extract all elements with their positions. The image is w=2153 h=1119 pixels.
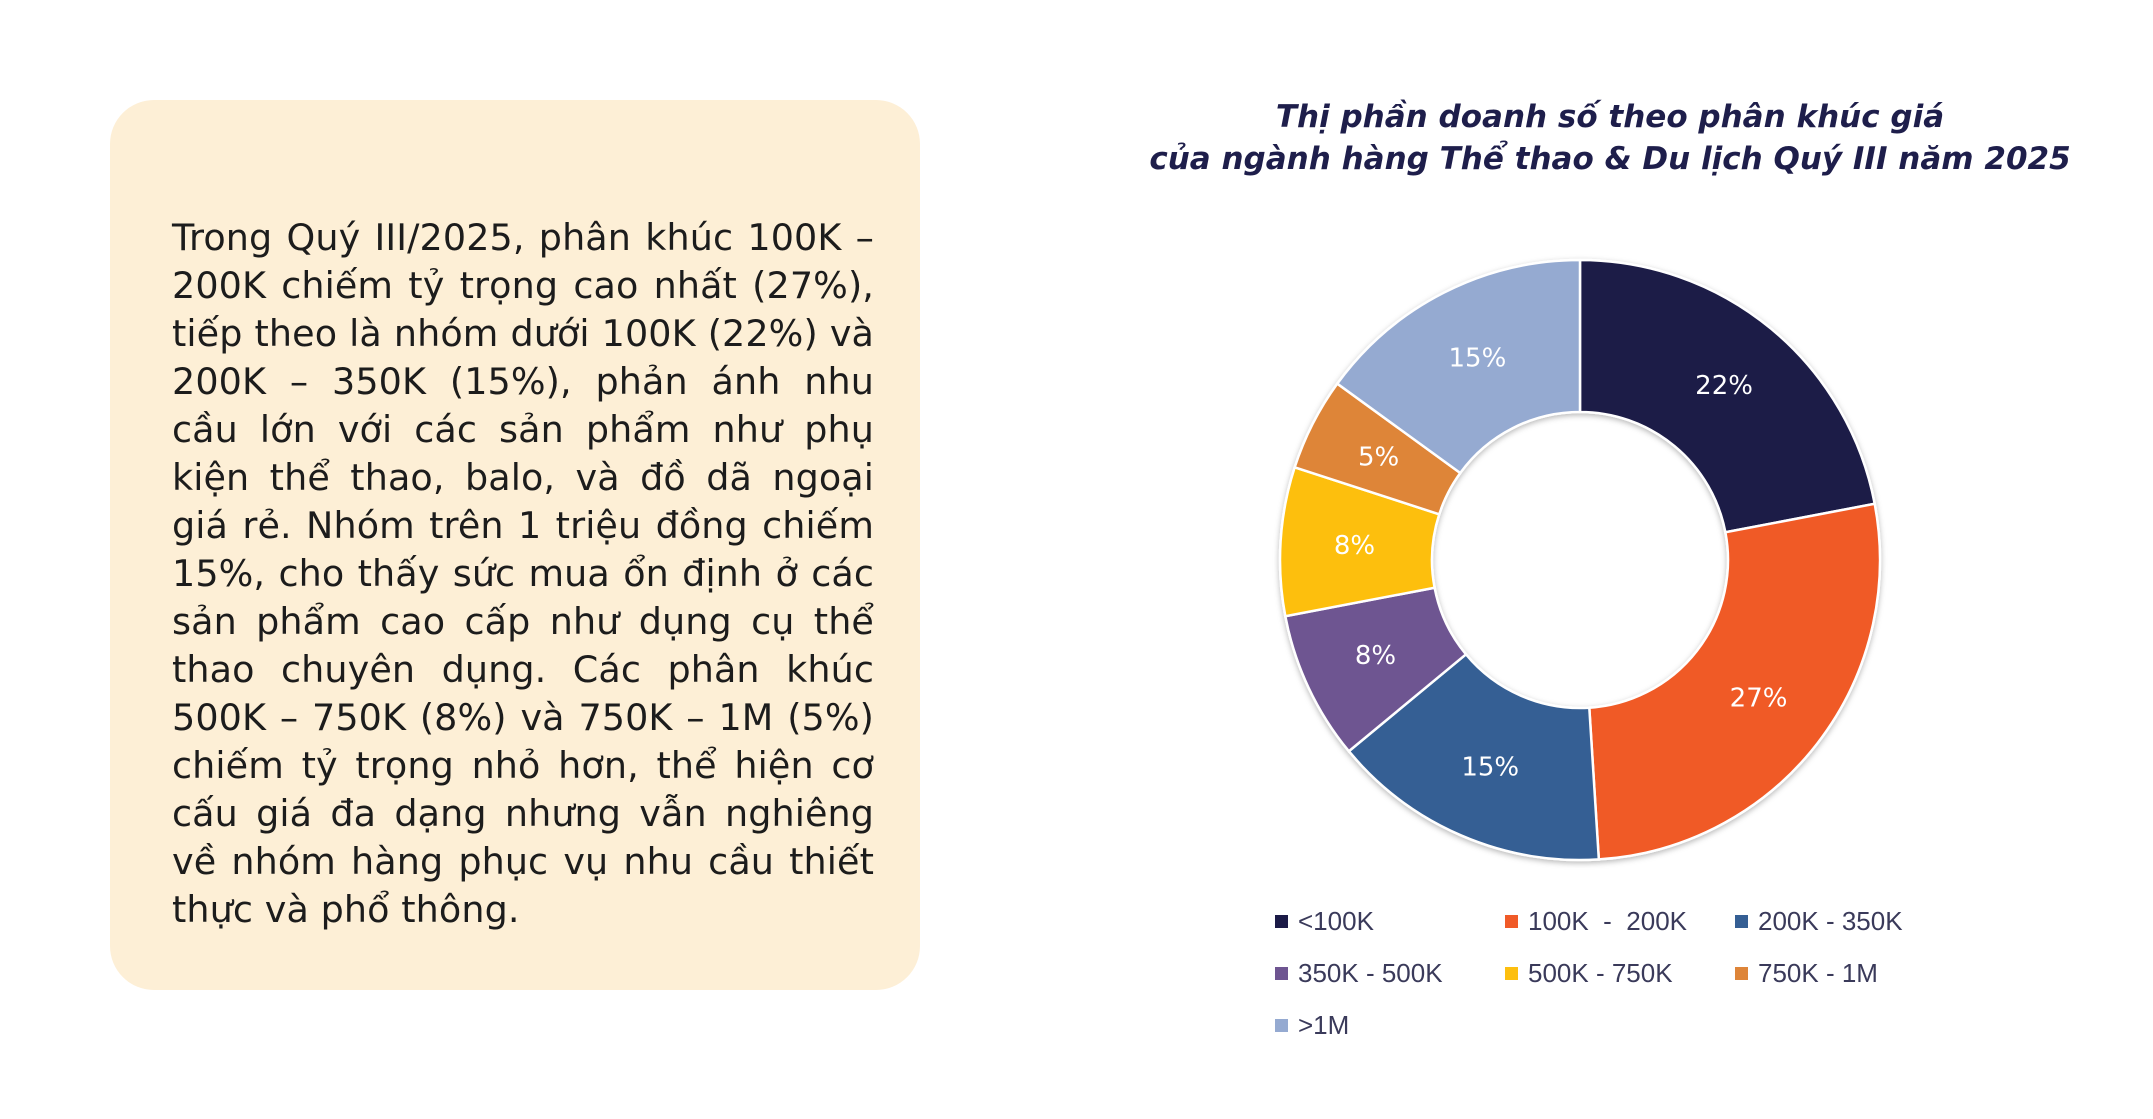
description-card — [110, 100, 920, 990]
legend-label-4: 500K - 750K — [1528, 957, 1673, 988]
chart-legend — [1275, 905, 1995, 1041]
legend-label-5: 750K - 1M — [1758, 957, 1878, 988]
slice-data-label-0: 22% — [1695, 370, 1753, 401]
slice-data-label-3: 8% — [1354, 641, 1397, 672]
legend-item-0 — [1275, 905, 1505, 937]
legend-item-1 — [1505, 905, 1735, 937]
legend-swatch-6 — [1275, 1019, 1288, 1032]
donut-slice-1 — [1589, 504, 1880, 860]
legend-item-3 — [1275, 957, 1505, 989]
chart-title — [1110, 96, 2110, 180]
legend-label-0: <100K — [1298, 905, 1374, 936]
chart-title-line-1: Thị phần doanh số theo phân khúc giá — [1275, 99, 1945, 135]
legend-label-3: 350K - 500K — [1298, 957, 1443, 988]
slice-data-label-4: 8% — [1333, 530, 1376, 561]
legend-swatch-5 — [1735, 967, 1748, 980]
legend-label-1: 100K - 200K — [1528, 905, 1687, 936]
legend-item-5 — [1735, 957, 1965, 989]
legend-label-2: 200K - 350K — [1758, 905, 1903, 936]
legend-label-6: >1M — [1298, 1009, 1350, 1040]
legend-swatch-0 — [1275, 915, 1288, 928]
legend-item-6 — [1275, 1009, 1505, 1041]
legend-swatch-3 — [1275, 967, 1288, 980]
legend-item-4 — [1505, 957, 1735, 989]
legend-swatch-4 — [1505, 967, 1518, 980]
slice-data-label-5: 5% — [1358, 442, 1400, 473]
legend-swatch-1 — [1505, 915, 1518, 928]
donut-chart — [1240, 220, 1920, 900]
slice-data-label-6: 15% — [1448, 343, 1507, 374]
legend-item-2 — [1735, 905, 1965, 937]
chart-title-line-2: của ngành hàng Thể thao & Du lịch Quý III năm 2025 — [1149, 141, 2071, 177]
legend-swatch-2 — [1735, 915, 1748, 928]
description-text: Trong Quý III/2025, phân khúc 100K – 200K chiếm tỷ trọng cao nhất (27%), tiếp theo là nhóm dưới 100K (22%) và 200K – 350K (15%), phản ánh nhu cầu lớn với các sản phẩm như phụ kiện thể thao, balo, và đồ dã ngoại giá rẻ. Nhóm trên 1 triệu đồng chiếm 15%, cho thấy sức mua ổn định ở các sản phẩm cao cấp như dụng cụ thể thao chuyên dụng. Các phân khúc 500K – 750K (8%) và 750K – 1M (5%) chiếm tỷ trọng nhỏ hơn, thể hiện cơ cấu giá đa dạng nhưng vẫn nghiêng về nhóm hàng phục vụ nhu cầu thiết thực và phổ thông. — [172, 216, 874, 931]
slice-data-label-1: 27% — [1729, 683, 1788, 714]
slice-data-label-2: 15% — [1461, 752, 1520, 783]
